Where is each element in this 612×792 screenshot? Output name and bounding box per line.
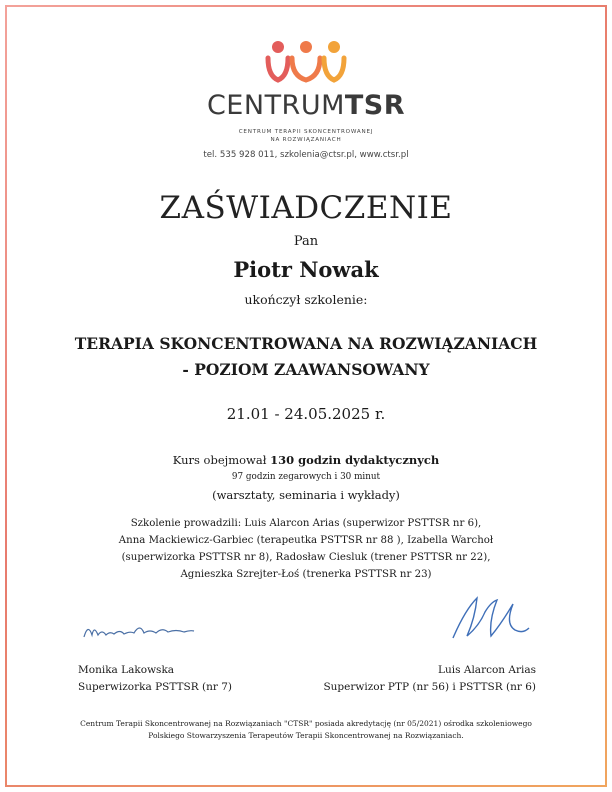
brand-subtitle bbox=[0, 128, 612, 144]
course-dates: 21.01 - 24.05.2025 r. bbox=[226, 405, 386, 423]
trainers-list bbox=[0, 515, 612, 583]
salutation: Pan bbox=[293, 234, 319, 249]
signer-right bbox=[323, 662, 536, 696]
trainers-line: (superwizorka PSTTSR nr 8), Radosław Ciesluk (trener PSTTSR nr 22), bbox=[121, 552, 491, 563]
signer-right-role: Superwizor PTP (nr 56) i PSTTSR (nr 6) bbox=[323, 681, 536, 693]
accreditation-footer bbox=[0, 718, 612, 742]
hours-prefix: Kurs obejmował bbox=[172, 453, 271, 467]
signature-left-icon bbox=[80, 615, 200, 645]
three-people-logo-icon bbox=[262, 38, 350, 86]
course-title-line2: - POZIOM ZAAWANSOWANY bbox=[182, 360, 430, 379]
course-hours bbox=[0, 453, 612, 467]
signer-left-name: Monika Lakowska bbox=[78, 664, 175, 676]
trainers-line: Anna Mackiewicz-Garbiec (terapeutka PSTTSR nr 88 ), Izabella Warchoł bbox=[118, 535, 494, 546]
clock-hours: 97 godzin zegarowych i 30 minut bbox=[231, 472, 381, 482]
hours-bold: 130 godzin dydaktycznych bbox=[270, 453, 440, 467]
brand-wordmark bbox=[0, 90, 612, 121]
footer-line1: Centrum Terapii Skoncentrowanej na Rozwiązaniach "CTSR" posiada akredytację (nr 05/2021) ośrodka szkoleniowego bbox=[80, 719, 532, 728]
signature-right-icon bbox=[445, 590, 535, 645]
brand-subtitle-line1: CENTRUM TERAPII SKONCENTROWANEJ bbox=[238, 129, 374, 135]
signer-left-role: Superwizorka PSTTSR (nr 7) bbox=[78, 681, 232, 693]
signer-right-name: Luis Alarcon Arias bbox=[438, 664, 536, 676]
completed-text: ukończył szkolenie: bbox=[244, 292, 368, 307]
contact-line: tel. 535 928 011, szkolenia@ctsr.pl, www.ctsr.pl bbox=[203, 150, 409, 160]
recipient-name: Piotr Nowak bbox=[233, 257, 379, 282]
trainers-line: Szkolenie prowadzili: Luis Alarcon Arias (superwizor PSTTSR nr 6), bbox=[130, 518, 482, 529]
trainers-line: Agnieszka Szrejter-Łoś (trenerka PSTTSR nr 23) bbox=[180, 569, 432, 580]
footer-line2: Polskiego Stowarzyszenia Terapeutów Terapii Skoncentrowanej na Rozwiązaniach. bbox=[148, 731, 464, 740]
certificate-title: ZAŚWIADCZENIE bbox=[159, 190, 453, 226]
brand-light: CENTRUM bbox=[206, 90, 345, 121]
brand-subtitle-line2: NA ROZWIĄZANIACH bbox=[270, 137, 342, 143]
course-format: (warsztaty, seminaria i wykłady) bbox=[212, 488, 400, 502]
course-title-line1: TERAPIA SKONCENTROWANA NA ROZWIĄZANIACH bbox=[74, 334, 538, 353]
brand-bold: TSR bbox=[344, 90, 406, 121]
course-title bbox=[0, 331, 612, 383]
signer-left bbox=[78, 662, 232, 696]
